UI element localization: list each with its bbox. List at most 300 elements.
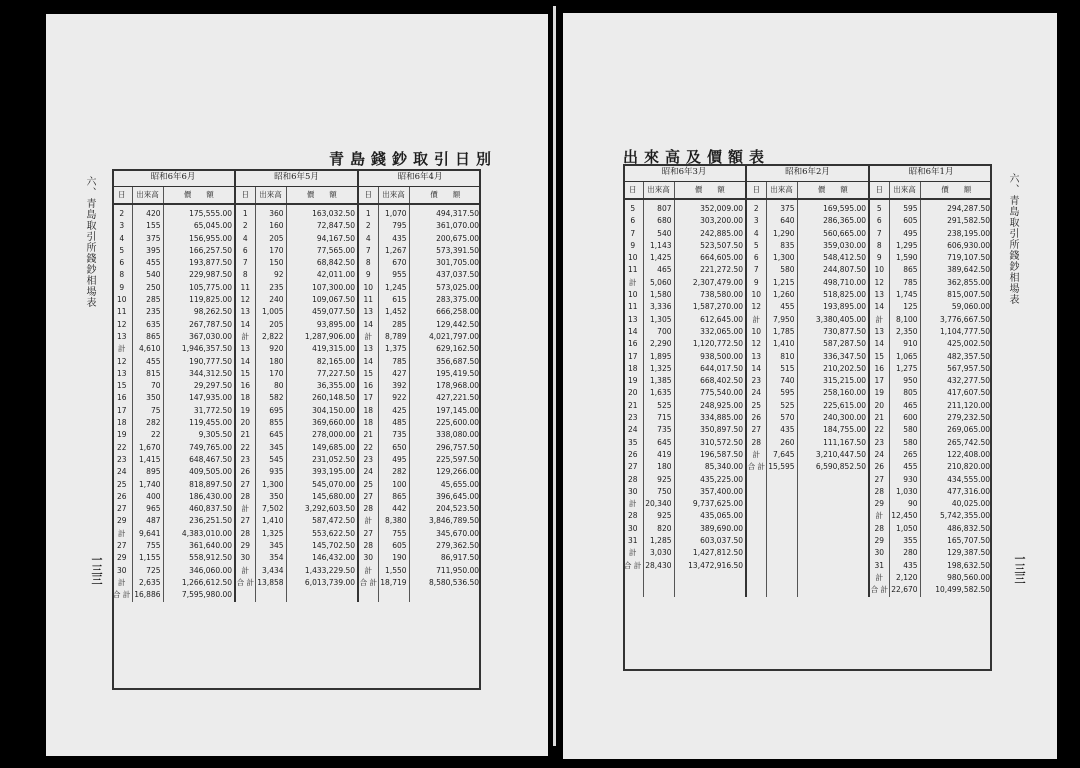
amount-cell: 346,060.00 [163, 565, 235, 577]
day-cell: 28 [627, 511, 638, 521]
day-cell: 7 [235, 257, 255, 269]
volume-cell: 355 [889, 535, 920, 547]
volume-cell: 635 [132, 319, 163, 331]
amount-cell: 193,877.50 [163, 257, 235, 269]
volume-cell: 2,120 [889, 572, 920, 584]
table-row [112, 220, 481, 232]
amount-cell: 1,946,357.50 [163, 343, 235, 355]
day-cell: 5 [746, 240, 766, 252]
amount-cell: 518,825.00 [797, 289, 869, 301]
amount-cell: 85,340.00 [674, 461, 746, 473]
table-row [112, 257, 481, 269]
amount-cell: 248,925.00 [674, 400, 746, 412]
day-cell: 計 [118, 528, 126, 538]
volume-column-header: 出來高 [889, 182, 920, 200]
volume-cell: 820 [643, 523, 674, 535]
table-row [623, 535, 992, 547]
day-cell: 11 [235, 282, 255, 294]
volume-cell: 455 [766, 301, 797, 313]
table-row [623, 264, 992, 276]
day-cell: 13 [235, 306, 255, 318]
day-cell: 4 [746, 228, 766, 240]
day-cell: 15 [235, 368, 255, 380]
amount-cell: 304,150.00 [286, 405, 358, 417]
volume-cell: 645 [255, 429, 286, 441]
table-row [112, 319, 481, 331]
amount-cell: 336,347.50 [797, 351, 869, 363]
volume-cell: 485 [378, 417, 409, 429]
volume-cell: 3,434 [255, 565, 286, 577]
amount-cell: 396,645.00 [409, 491, 481, 503]
volume-cell: 1,065 [889, 351, 920, 363]
volume-cell: 605 [378, 540, 409, 552]
amount-cell: 389,690.00 [674, 523, 746, 535]
amount-cell: 393,195.00 [286, 466, 358, 478]
day-cell: 21 [869, 412, 889, 424]
day-cell [746, 572, 766, 584]
amount-cell: 460,837.50 [163, 503, 235, 515]
amount-cell [797, 523, 869, 535]
volume-cell: 235 [132, 306, 163, 318]
right-section-label: 六、青島取引所錢鈔相場表 [1007, 173, 1018, 305]
amount-cell: 278,000.00 [286, 429, 358, 441]
amount-cell: 238,195.00 [920, 228, 992, 240]
day-cell: 29 [116, 516, 127, 526]
amount-cell: 296,757.50 [409, 442, 481, 454]
volume-cell: 525 [643, 400, 674, 412]
volume-cell: 1,285 [643, 535, 674, 547]
volume-cell: 1,275 [889, 363, 920, 375]
table-row [112, 417, 481, 429]
day-cell: 計 [869, 572, 889, 584]
amount-cell: 664,605.00 [674, 252, 746, 264]
volume-cell: 285 [378, 319, 409, 331]
volume-cell: 545 [255, 454, 286, 466]
volume-cell: 100 [378, 479, 409, 491]
volume-cell: 282 [378, 466, 409, 478]
day-cell: 11 [627, 265, 638, 275]
table-row [623, 449, 992, 461]
table-row [623, 498, 992, 510]
volume-column-header: 出來高 [766, 182, 797, 200]
amount-cell: 2,307,479.00 [674, 277, 746, 289]
amount-cell: 195,419.50 [409, 368, 481, 380]
amount-cell: 267,787.50 [163, 319, 235, 331]
amount-cell: 9,305.50 [163, 429, 235, 441]
volume-cell: 205 [255, 319, 286, 331]
day-cell: 9 [358, 269, 378, 281]
amount-cell: 498,710.00 [797, 277, 869, 289]
amount-cell: 432,277.50 [920, 375, 992, 387]
day-cell: 7 [869, 228, 889, 240]
amount-cell: 3,380,405.00 [797, 314, 869, 326]
amount-cell: 1,433,229.50 [286, 565, 358, 577]
amount-cell: 146,432.00 [286, 552, 358, 564]
volume-cell: 540 [132, 269, 163, 281]
day-cell [746, 474, 766, 486]
day-column-header: 日 [869, 182, 889, 200]
volume-cell: 345 [255, 540, 286, 552]
volume-cell: 1,375 [378, 343, 409, 355]
amount-cell: 221,272.50 [674, 264, 746, 276]
volume-cell: 3,336 [643, 301, 674, 313]
table-row [623, 474, 992, 486]
day-cell: 合 計 [113, 590, 131, 600]
day-cell: 18 [358, 405, 378, 417]
day-cell: 16 [235, 380, 255, 392]
volume-cell: 190 [378, 552, 409, 564]
day-cell: 24 [746, 387, 766, 399]
amount-cell: 193,895.00 [797, 301, 869, 313]
table-row [112, 269, 481, 281]
volume-cell: 785 [889, 277, 920, 289]
day-cell: 22 [869, 424, 889, 436]
amount-cell: 175,555.00 [163, 204, 235, 220]
table-row [112, 528, 481, 540]
volume-cell: 1,325 [643, 363, 674, 375]
day-cell: 13 [358, 306, 378, 318]
day-cell: 合 計 [869, 584, 889, 596]
volume-cell: 1,325 [255, 528, 286, 540]
volume-cell: 170 [255, 245, 286, 257]
volume-cell: 13,858 [255, 577, 286, 589]
volume-cell: 715 [643, 412, 674, 424]
day-cell: 5 [119, 245, 125, 255]
day-cell [746, 498, 766, 510]
table-row [623, 289, 992, 301]
day-cell: 31 [869, 560, 889, 572]
amount-cell: 129,266.00 [409, 466, 481, 478]
volume-cell: 285 [132, 294, 163, 306]
volume-cell: 2,635 [132, 577, 163, 589]
left-section-label: 六、青島取引所錢鈔相場表 [84, 176, 95, 308]
day-cell: 19 [627, 376, 638, 386]
amount-cell: 362,855.00 [920, 277, 992, 289]
volume-cell: 1,295 [889, 240, 920, 252]
amount-cell: 352,009.00 [674, 199, 746, 215]
table-row [623, 277, 992, 289]
day-cell: 24 [358, 466, 378, 478]
volume-cell: 895 [132, 466, 163, 478]
day-cell: 1 [358, 204, 378, 220]
volume-cell: 260 [766, 437, 797, 449]
amount-cell: 36,355.00 [286, 380, 358, 392]
volume-cell: 925 [643, 474, 674, 486]
amount-cell: 196,587.50 [674, 449, 746, 461]
volume-cell: 695 [255, 405, 286, 417]
amount-cell: 345,670.00 [409, 528, 481, 540]
right-page-number: 一三三 [1013, 553, 1026, 583]
volume-cell [766, 572, 797, 584]
amount-cell: 301,705.00 [409, 257, 481, 269]
day-cell: 12 [869, 277, 889, 289]
volume-cell: 795 [378, 220, 409, 232]
amount-cell: 567,957.50 [920, 363, 992, 375]
amount-cell: 369,660.00 [286, 417, 358, 429]
volume-cell: 5,060 [643, 277, 674, 289]
amount-cell: 105,775.00 [163, 282, 235, 294]
day-cell: 15 [869, 351, 889, 363]
day-cell: 19 [116, 430, 127, 440]
volume-cell: 1,415 [132, 454, 163, 466]
amount-cell: 40,025.00 [920, 498, 992, 510]
amount-cell: 434,555.00 [920, 474, 992, 486]
volume-cell: 4,610 [132, 343, 163, 355]
amount-cell: 236,251.50 [163, 515, 235, 527]
amount-cell: 558,912.50 [163, 552, 235, 564]
amount-cell: 315,215.00 [797, 375, 869, 387]
table-row [623, 240, 992, 252]
volume-cell: 28,430 [643, 560, 674, 572]
amount-cell: 612,645.00 [674, 314, 746, 326]
amount-cell: 815,007.50 [920, 289, 992, 301]
amount-cell: 356,687.50 [409, 356, 481, 368]
day-cell: 計 [235, 331, 255, 343]
day-cell: 28 [746, 437, 766, 449]
volume-cell: 1,580 [643, 289, 674, 301]
amount-cell [409, 589, 481, 601]
day-cell: 30 [869, 547, 889, 559]
day-cell: 30 [627, 523, 638, 533]
amount-cell: 279,362.50 [409, 540, 481, 552]
day-cell: 28 [627, 474, 638, 484]
volume-cell: 930 [889, 474, 920, 486]
day-cell: 21 [358, 429, 378, 441]
volume-cell: 865 [889, 264, 920, 276]
amount-cell: 242,885.00 [674, 228, 746, 240]
day-cell [746, 584, 766, 596]
left-page-title: 青島錢鈔取引日別 [329, 150, 498, 168]
amount-cell: 350,897.50 [674, 424, 746, 436]
amount-cell: 149,685.00 [286, 442, 358, 454]
day-cell: 6 [235, 245, 255, 257]
amount-cell: 13,472,916.50 [674, 560, 746, 572]
amount-cell [286, 589, 358, 601]
day-cell: 28 [235, 491, 255, 503]
day-cell: 14 [869, 301, 889, 313]
day-cell: 23 [116, 454, 127, 464]
day-cell: 17 [869, 375, 889, 387]
table-row [623, 424, 992, 436]
volume-cell: 1,245 [378, 282, 409, 294]
volume-cell: 615 [378, 294, 409, 306]
table-row [112, 466, 481, 478]
amount-cell: 269,065.00 [920, 424, 992, 436]
table-row [623, 547, 992, 559]
volume-cell: 810 [766, 351, 797, 363]
volume-cell: 170 [255, 368, 286, 380]
month-header: 昭和6年5月 [235, 169, 358, 187]
table-row [623, 326, 992, 338]
table-row [623, 584, 992, 596]
amount-cell: 310,572.50 [674, 437, 746, 449]
amount-cell: 225,600.00 [409, 417, 481, 429]
volume-cell: 645 [643, 437, 674, 449]
day-cell: 30 [627, 486, 638, 496]
volume-cell: 650 [378, 442, 409, 454]
month-header: 昭和6年2月 [746, 164, 869, 182]
day-cell: 28 [358, 540, 378, 552]
volume-cell: 345 [255, 442, 286, 454]
table-row [623, 523, 992, 535]
amount-column-header: 價 額 [920, 182, 992, 200]
right-data-table [623, 164, 992, 597]
day-cell: 30 [358, 552, 378, 564]
table-row [112, 343, 481, 355]
day-cell: 28 [869, 486, 889, 498]
day-cell: 21 [235, 429, 255, 441]
amount-cell: 59,060.00 [920, 301, 992, 313]
amount-cell: 98,262.50 [163, 306, 235, 318]
day-cell: 10 [116, 295, 127, 305]
volume-cell: 250 [132, 282, 163, 294]
amount-cell: 186,430.00 [163, 491, 235, 503]
amount-cell: 169,595.00 [797, 199, 869, 215]
day-cell: 30 [235, 552, 255, 564]
amount-cell [797, 535, 869, 547]
day-cell: 21 [627, 400, 638, 410]
day-cell: 4 [235, 233, 255, 245]
volume-cell: 935 [255, 466, 286, 478]
amount-cell: 344,312.50 [163, 368, 235, 380]
month-header: 昭和6年1月 [869, 164, 992, 182]
amount-cell: 260,148.50 [286, 392, 358, 404]
volume-cell: 807 [643, 199, 674, 215]
day-cell: 3 [746, 215, 766, 227]
volume-cell: 1,740 [132, 479, 163, 491]
volume-cell: 582 [255, 392, 286, 404]
amount-cell: 6,590,852.50 [797, 461, 869, 473]
volume-cell: 8,789 [378, 331, 409, 343]
day-cell: 29 [869, 498, 889, 510]
volume-cell: 442 [378, 503, 409, 515]
day-cell: 20 [235, 417, 255, 429]
day-cell: 27 [869, 474, 889, 486]
day-cell: 4 [119, 233, 125, 243]
volume-cell: 1,385 [643, 375, 674, 387]
volume-cell: 605 [889, 215, 920, 227]
amount-cell: 210,820.00 [920, 461, 992, 473]
amount-cell: 111,167.50 [797, 437, 869, 449]
volume-cell: 282 [132, 417, 163, 429]
amount-cell: 367,030.00 [163, 331, 235, 343]
table-row [112, 356, 481, 368]
day-cell: 24 [116, 467, 127, 477]
table-row [112, 515, 481, 527]
day-cell: 計 [629, 277, 637, 287]
day-cell: 14 [869, 338, 889, 350]
volume-column-header: 出來高 [643, 182, 674, 200]
day-cell: 17 [116, 405, 127, 415]
volume-cell: 1,030 [889, 486, 920, 498]
day-column-header: 日 [358, 187, 378, 205]
volume-cell: 1,785 [766, 326, 797, 338]
day-cell: 27 [116, 541, 127, 551]
volume-cell: 740 [766, 375, 797, 387]
day-column-header: 日 [235, 187, 255, 205]
volume-cell [766, 535, 797, 547]
volume-cell: 2,350 [889, 326, 920, 338]
day-cell: 18 [358, 417, 378, 429]
left-page-number: 一三三 [90, 554, 103, 584]
amount-cell: 225,615.00 [797, 400, 869, 412]
volume-cell: 1,670 [132, 442, 163, 454]
amount-cell: 93,895.00 [286, 319, 358, 331]
month-header: 昭和6年6月 [112, 169, 235, 187]
day-cell: 計 [869, 510, 889, 522]
table-row [112, 405, 481, 417]
amount-cell: 200,675.00 [409, 233, 481, 245]
volume-cell [643, 572, 674, 584]
amount-cell: 240,300.00 [797, 412, 869, 424]
day-cell: 計 [746, 314, 766, 326]
volume-cell: 1,590 [889, 252, 920, 264]
table-row [112, 589, 481, 601]
amount-cell: 3,846,789.50 [409, 515, 481, 527]
volume-cell: 805 [889, 387, 920, 399]
amount-cell: 419,315.00 [286, 343, 358, 355]
amount-cell: 573,391.50 [409, 245, 481, 257]
amount-cell [797, 498, 869, 510]
amount-cell: 477,316.00 [920, 486, 992, 498]
left-page [46, 14, 548, 756]
day-cell: 30 [116, 565, 127, 575]
volume-cell: 240 [255, 294, 286, 306]
volume-cell [766, 547, 797, 559]
day-cell: 6 [746, 252, 766, 264]
day-cell: 2 [119, 209, 125, 218]
volume-cell: 515 [766, 363, 797, 375]
amount-column-header: 價 額 [674, 182, 746, 200]
day-cell: 10 [746, 326, 766, 338]
table-row [623, 338, 992, 350]
day-cell: 10 [627, 290, 638, 300]
amount-cell: 417,607.50 [920, 387, 992, 399]
amount-cell: 42,011.00 [286, 269, 358, 281]
amount-cell: 190,777.50 [163, 356, 235, 368]
day-cell: 18 [116, 418, 127, 428]
amount-cell: 459,077.50 [286, 306, 358, 318]
volume-cell: 70 [132, 380, 163, 392]
amount-cell: 10,499,582.50 [920, 584, 992, 596]
volume-cell: 2,290 [643, 338, 674, 350]
table-row [623, 363, 992, 375]
amount-cell: 94,167.50 [286, 233, 358, 245]
day-cell: 35 [627, 437, 638, 447]
volume-cell: 920 [255, 343, 286, 355]
amount-column-header: 價 額 [286, 187, 358, 205]
amount-cell [797, 584, 869, 596]
volume-cell: 435 [766, 424, 797, 436]
day-cell: 23 [746, 375, 766, 387]
day-cell: 13 [116, 368, 127, 378]
amount-cell: 644,017.50 [674, 363, 746, 375]
volume-cell: 1,260 [766, 289, 797, 301]
amount-cell [797, 572, 869, 584]
volume-column-header: 出來高 [378, 187, 409, 205]
table-row [623, 252, 992, 264]
table-row [112, 245, 481, 257]
volume-cell: 487 [132, 515, 163, 527]
volume-cell [766, 498, 797, 510]
amount-cell: 210,202.50 [797, 363, 869, 375]
day-cell: 5 [869, 199, 889, 215]
amount-cell: 147,935.00 [163, 392, 235, 404]
amount-cell: 165,707.50 [920, 535, 992, 547]
table-row [623, 314, 992, 326]
table-row [112, 380, 481, 392]
table-row [112, 479, 481, 491]
